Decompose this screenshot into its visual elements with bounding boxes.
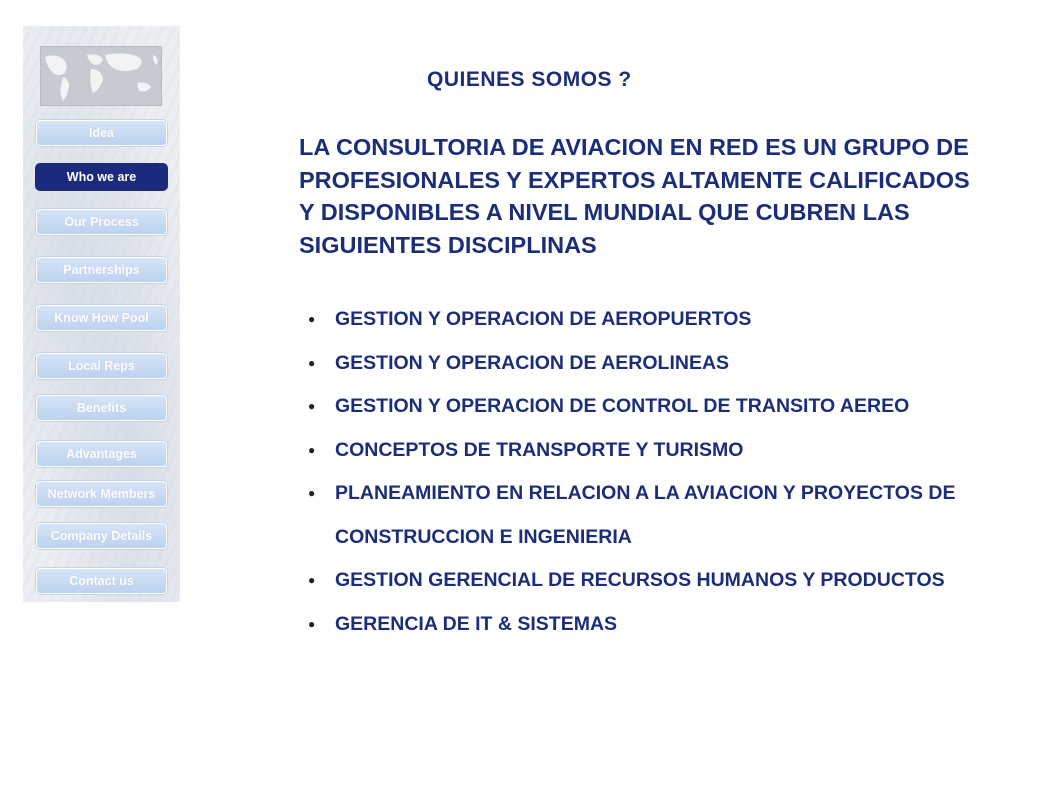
sidebar-item-network-members[interactable]: Network Members [36, 481, 167, 507]
world-map-image [40, 46, 162, 106]
list-item [308, 603, 1008, 647]
sidebar-item-contact-us[interactable]: Contact us [36, 568, 167, 594]
list-item [308, 342, 1008, 386]
sidebar-item-partnerships[interactable]: Partnerships [36, 257, 167, 283]
bullet-icon: ● [308, 486, 316, 500]
list-item-text: GERENCIA DE IT & SISTEMAS [335, 612, 618, 635]
list-item [308, 429, 1008, 473]
list-item-text: GESTION Y OPERACION DE CONTROL DE TRANSITO AEREO [335, 395, 910, 417]
list-item [308, 559, 1008, 603]
list-item-text: GESTION Y OPERACION DE AEROPUERTOS [335, 308, 752, 330]
sidebar-item-benefits[interactable]: Benefits [36, 395, 167, 421]
sidebar-item-local-reps[interactable]: Local Reps [36, 353, 167, 379]
bullet-icon: ● [308, 442, 316, 457]
list-item-text: PLANEAMIENTO EN RELACION A LA AVIACION Y PROYECTOS DE CONSTRUCCION E INGENIERIA [335, 482, 956, 548]
list-item-text: GESTION GERENCIAL DE RECURSOS HUMANOS Y PRODUCTOS [335, 569, 945, 591]
bullet-icon: ● [308, 355, 316, 370]
page-title: QUIENES SOMOS ? [427, 68, 632, 91]
sidebar-item-know-how-pool[interactable]: Know How Pool [36, 305, 167, 331]
disciplines-list [308, 298, 1008, 646]
list-item-text: CONCEPTOS DE TRANSPORTE Y TURISMO [335, 438, 744, 461]
sidebar-item-idea[interactable]: Idea [36, 120, 167, 146]
bullet-icon: ● [308, 573, 316, 587]
sidebar-item-advantages[interactable]: Advantages [36, 441, 167, 467]
list-item [308, 298, 1008, 342]
sidebar-item-who-we-are[interactable]: Who we are [36, 164, 167, 190]
sidebar [23, 26, 180, 602]
bullet-icon: ● [308, 312, 316, 326]
world-map-icon [41, 47, 161, 105]
list-item-text: GESTION Y OPERACION DE AEROLINEAS [335, 351, 730, 374]
list-item [308, 472, 1008, 559]
list-item [308, 385, 1008, 429]
bullet-icon: ● [308, 616, 316, 631]
intro-paragraph: LA CONSULTORIA DE AVIACION EN RED ES UN GRUPO DE PROFESIONALES Y EXPERTOS ALTAMENTE CALIFICADOS Y DISPONIBLES A NIVEL MUNDIAL QUE CUBREN LAS SIGUIENTES DISCIPLINAS [299, 134, 970, 258]
bullet-icon: ● [308, 399, 316, 413]
sidebar-item-company-details[interactable]: Company Details [36, 523, 167, 549]
sidebar-item-our-process[interactable]: Our Process [36, 209, 167, 235]
